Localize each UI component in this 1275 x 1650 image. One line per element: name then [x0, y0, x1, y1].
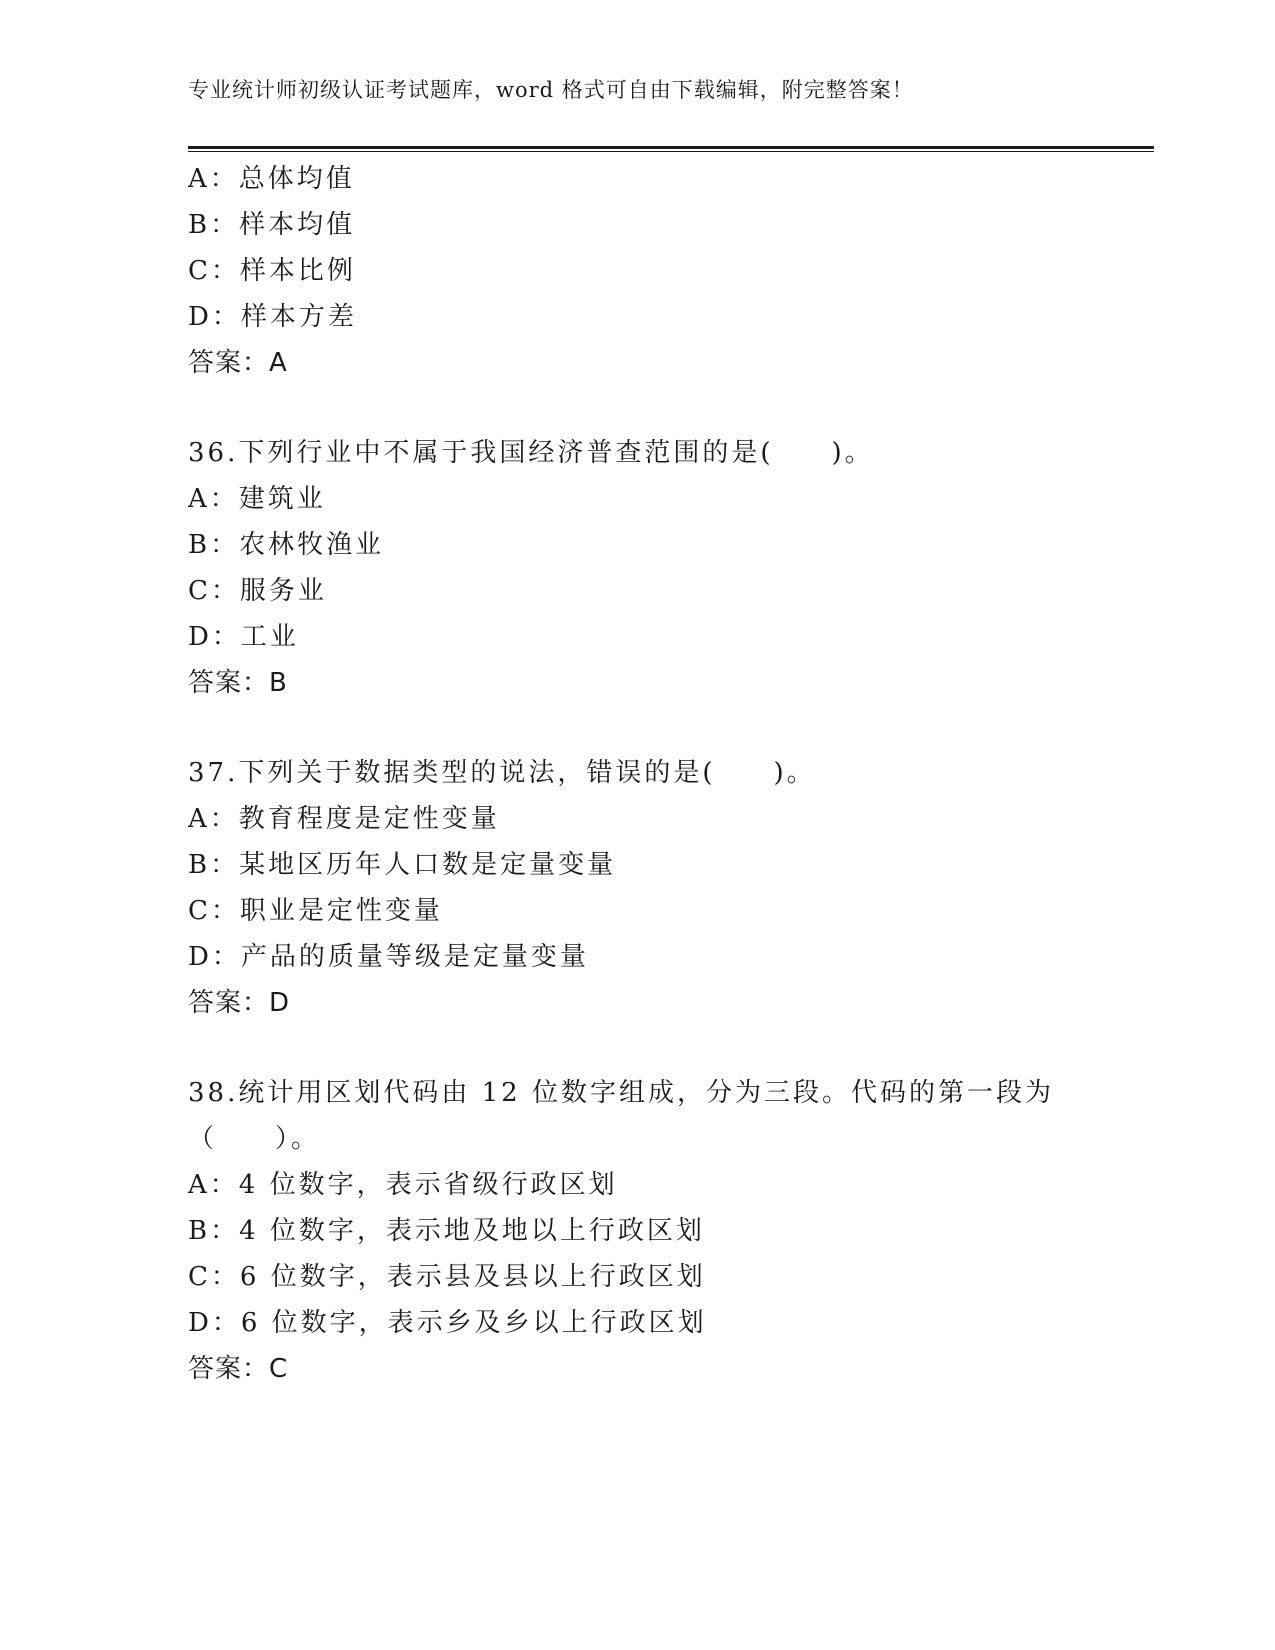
header-rule-thin — [188, 151, 1154, 152]
question-37 — [188, 750, 1088, 1026]
option-c: C：职业是定性变量 — [188, 896, 443, 926]
question-38 — [188, 1070, 1088, 1392]
answer: 答案：C — [188, 1354, 289, 1384]
option-a: A：4 位数字，表示省级行政区划 — [188, 1170, 618, 1200]
question-text: 37.下列关于数据类型的说法，错误的是( )。 — [188, 758, 816, 788]
answer: 答案：D — [188, 988, 291, 1018]
option-a: A：总体均值 — [188, 164, 355, 194]
question-text: 38.统计用区划代码由 12 位数字组成，分为三段。代码的第一段为（ ）。 — [188, 1078, 1054, 1154]
option-d: D：产品的质量等级是定量变量 — [188, 942, 589, 972]
question-text: 36.下列行业中不属于我国经济普查范围的是( )。 — [188, 438, 874, 468]
option-b: B：某地区历年人口数是定量变量 — [188, 850, 617, 880]
question-content — [188, 156, 1088, 1392]
answer: 答案：B — [188, 668, 288, 698]
answer: 答案：A — [188, 348, 288, 378]
option-b: B：样本均值 — [188, 210, 356, 240]
option-c: C：样本比例 — [188, 256, 356, 286]
question-36 — [188, 430, 1088, 706]
option-c: C：服务业 — [188, 576, 327, 606]
option-c: C：6 位数字，表示县及县以上行政区划 — [188, 1262, 706, 1292]
option-d: D：样本方差 — [188, 302, 357, 332]
option-a: A：建筑业 — [188, 484, 326, 514]
option-d: D：工业 — [188, 622, 299, 652]
option-b: B：4 位数字，表示地及地以上行政区划 — [188, 1216, 705, 1246]
option-a: A：教育程度是定性变量 — [188, 804, 500, 834]
document-header: 专业统计师初级认证考试题库，word 格式可自由下载编辑，附完整答案！ — [188, 78, 914, 102]
header-rule-thick — [188, 146, 1154, 149]
option-b: B：农林牧渔业 — [188, 530, 385, 560]
option-d: D：6 位数字，表示乡及乡以上行政区划 — [188, 1308, 707, 1338]
question-35 — [188, 156, 1088, 386]
